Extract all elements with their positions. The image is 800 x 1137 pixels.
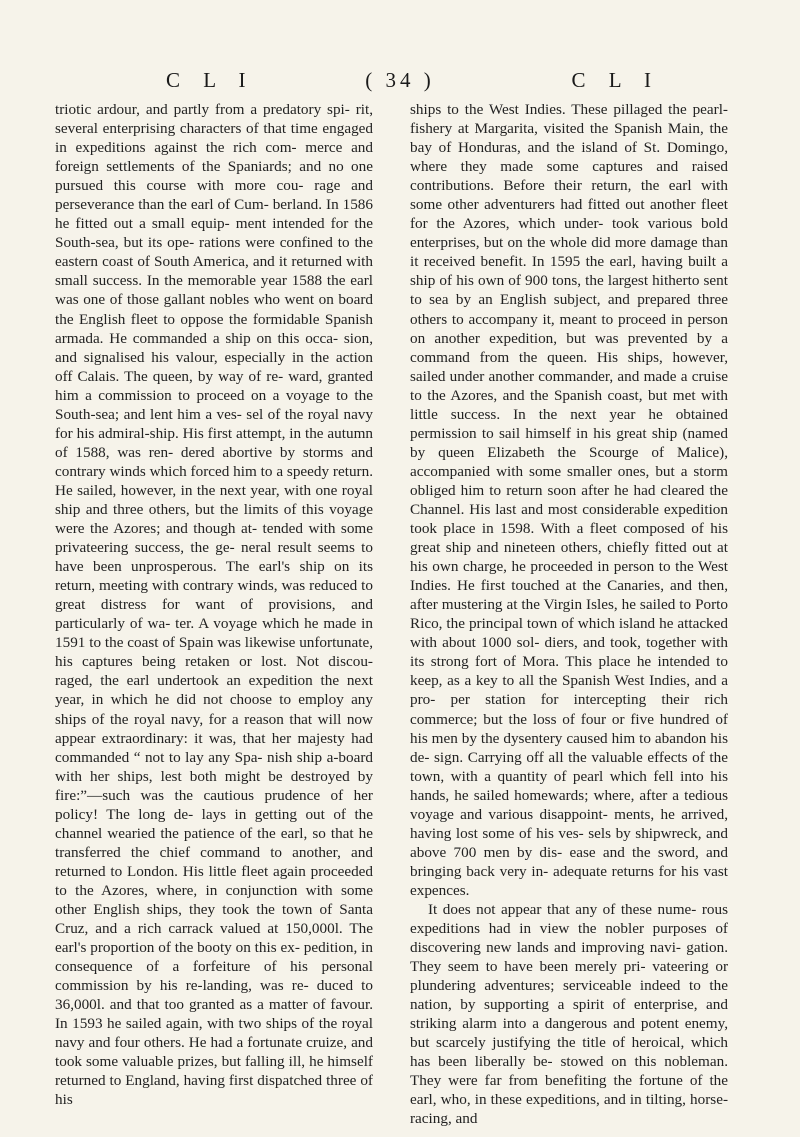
paragraph: It does not appear that any of these nume- rous expeditions had in view the nobler purposes of discovering new lands and improving navi- gation. They seem to have been merely pri- vateering or plundering adventures; serviceable indeed to the nation, by supporting a spirit of enterprise, and striking alarm into a dangerous and potent enemy, but scarcely justifying the title of heroical, which has been liberally be- stowed on this nobleman. They were far from benefiting the fortune of the earl, who, in these expeditions, and in tilting, horse-racing, and	[410, 900, 728, 1128]
paragraph: triotic ardour, and partly from a predatory spi- rit, several enterprising characters of that time engaged in expeditions against the rich com- merce and foreign settlements of the Spaniards; and no one pursued this course with more cou- rage and perseverance than the earl of Cum- berland. In 1586 he fitted out a small equip- ment intended for the South-sea, but its ope- rations were confined to the eastern coast of South America, and it returned with small success. In the memorable year 1588 the earl was one of those gallant nobles who went on board the English fleet to oppose the formidable Spanish armada. He commanded a ship on this occa- sion, and signalised his valour, especially in the action off Calais. The queen, by way of re- ward, granted him a commission to proceed on a voyage to the South-sea; and lent him a ves- sel of the royal navy for his admiral-ship. His first attempt, in the autumn of 1588, was ren- dered abortive by storms and contrary winds which forced him to a speedy return. He sailed, however, in the next year, with one royal ship and three others, but the limits of this voyage were the Azores; and though at- tended with some privateering success, the ge- neral result seems to have been unprosperous. The earl's ship on its return, meeting with contrary winds, was reduced to great distress for want of provisions, and particularly of wa- ter. A voyage which he made in 1591 to the coast of Spain was likewise unfortunate, his captures being retaken or lost. Not discou- raged, the earl undertook an expedition the next year, in which he did not choose to employ any ships of the royal navy, for a reason that will now appear extraordinary: it was, that her majesty had commanded “ not to lay any Spa- nish ship a-board with her ships, lest both might be destroyed by fire:”—such was the cautious prudence of her policy! The long de- lays in getting out of the channel wearied the patience of the earl, so that he transferred the chief command to another, and returned to London. His little fleet again proceeded to the Azores, where, in conjunction with some other English ships, they took the town of Santa Cruz, and a rich carrack valued at 150,000l. The earl's proportion of the booty on this ex- pedition, in consequence of a forfeiture of his personal commission by his re-landing, was re- duced to 36,000l. and that too granted as a matter of favour. In 1593 he sailed again, with two ships of the royal navy and four others. He had a fortunate cruize, and took some valuable prizes, but falling ill, he himself returned to England, having first dispatched three of his	[55, 101, 373, 1109]
header-left: C L I	[166, 68, 255, 92]
header-right: C L I	[571, 68, 660, 92]
paragraph: ships to the West Indies. These pillaged the pearl-fishery at Margarita, visited the Spanish Main, the bay of Honduras, and the island of St. Domingo, where they made some captures and raised contributions. Before their return, the earl with some other adventurers had fitted out another fleet for the Azores, which under- took various bold enterprises, but on the whole did more damage than it received benefit. In 1595 the earl, having built a ship of his own of 900 tons, the largest hitherto sent to sea by an English subject, and prepared three others to accompany it, meant to proceed in person on another expedition, but was prevented by a command from the queen. His ships, however, sailed under another commander, and made a cruise to the Azores, and the Spanish coast, but met with little success. In the next year he obtained permission to sail himself in his great ship (named by queen Elizabeth the Scourge of Malice), accompanied with some smaller ones, but a storm obliged him to return soon after he had cleared the Channel. His last and most considerable expedition took place in 1598. With a fleet composed of his great ship and nineteen others, chiefly fitted out at his own charge, he proceeded in person to the West Indies. He first touched at the Canaries, and then, after mustering at the Virgin Isles, he sailed to Porto Rico, the principal town of which island he attacked with about 1000 sol- diers, and took, together with its strong fort of Mora. This place he intended to keep, as a key to all the Spanish West Indies, and a pro- per station for intercepting their rich commerce; but the loss of four or five hundred of his men by the dysentery caused him to abandon his de- sign. Carrying off all the valuable effects of the town, with a quantity of pearl which fell into his hands, he sailed homewards; where, after a tedious voyage and various disappoint- ments, he arrived, having lost some of his ves- sels by shipwreck, and above 700 men by dis- ease and the sword, and bringing back very in- adequate returns for his vast expences.	[410, 101, 728, 899]
left-column	[55, 100, 373, 1109]
page-number: ( 34 )	[365, 68, 435, 92]
running-header	[110, 68, 690, 92]
right-column	[410, 100, 728, 1129]
